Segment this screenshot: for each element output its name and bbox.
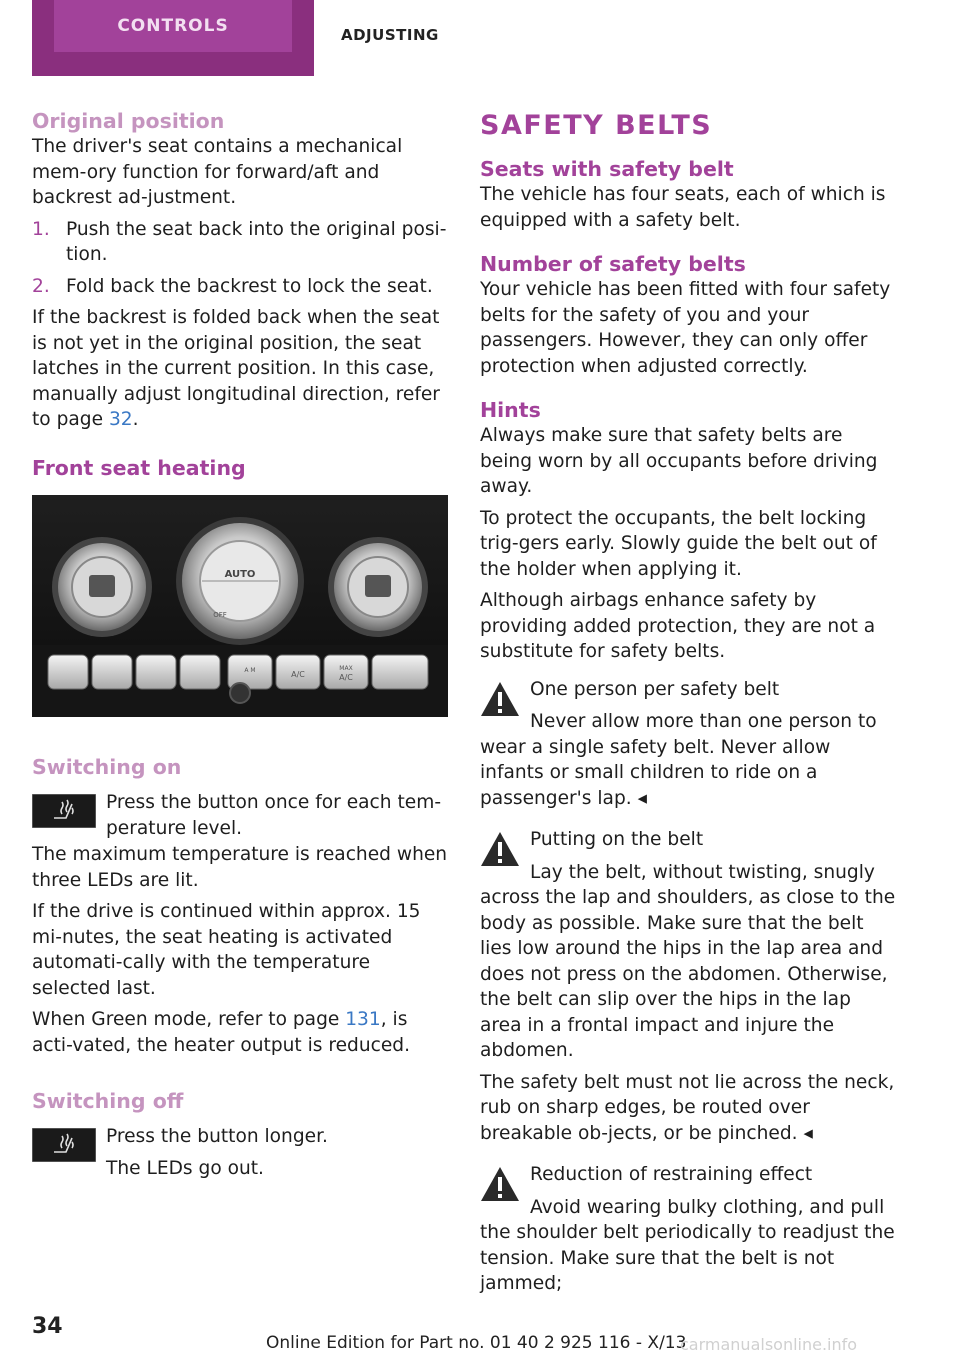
switching-off-instruction: Press the button longer.: [106, 1126, 328, 1147]
switching-on-heading: Switching on: [32, 755, 182, 779]
warning-putting-on: [480, 827, 898, 885]
switching-off-heading: Switching off: [32, 1089, 184, 1113]
warning-triangle-icon: [480, 681, 520, 717]
page-link-32[interactable]: 32: [108, 409, 133, 430]
auto-label: AUTO: [224, 568, 256, 580]
list-item: [32, 274, 450, 300]
safety-belts-title: SAFETY BELTS: [480, 110, 713, 141]
warning-title: One person per safety belt: [530, 678, 780, 700]
seats-text: The vehicle has four seats, each of which is equipped with a safety belt.: [480, 184, 886, 231]
hints-text-3: Although airbags enhance safety by providing added protection, they are not a substitute for safety belts.: [480, 590, 876, 662]
step-text: Fold back the backrest to lock the seat.: [66, 275, 433, 297]
max-ac-label: A/C: [339, 672, 353, 682]
off-label: OFF: [213, 610, 227, 619]
green-mode-text: When Green mode, refer to page 131, is acti‐vated, the heater output is reduced.: [32, 1009, 411, 1056]
warning-lead: Never allow more than one person to: [530, 711, 877, 732]
number-heading: Number of safety belts: [480, 252, 746, 276]
drive-continued-text: If the drive is continued within approx. 15 mi‐nutes, the seat heating is activated automati‐cally with the temperature selected last.: [32, 901, 421, 999]
leds-out-text: The LEDs go out.: [106, 1157, 264, 1179]
original-position-heading: Original position: [32, 109, 225, 133]
backrest-text: If the backrest is folded back when the seat is not yet in the original position, the seat latches in the current position. In this case, manually adjust longitudinal direction, refer to page 32.: [32, 307, 440, 430]
climate-control-photo: [32, 495, 448, 717]
section-tab[interactable]: CONTROLS: [54, 0, 292, 52]
step-number: 2.: [32, 275, 50, 297]
warning-one-person: [480, 677, 898, 735]
warning-lead: Lay the belt, without twisting, snugly: [530, 861, 875, 883]
switching-on-row: [32, 790, 450, 842]
switching-off-row: [32, 1124, 450, 1181]
warning-triangle-icon: [480, 831, 520, 867]
ac-label: A/C: [291, 669, 305, 679]
warning-restraining: [480, 1162, 898, 1220]
seats-heading: Seats with safety belt: [480, 157, 734, 181]
warning-triangle-icon: [480, 1166, 520, 1202]
warning-title: Putting on the belt: [530, 829, 704, 850]
warning-body: the shoulder belt periodically to readjust the tension. Make sure that the belt is not jammed;: [480, 1222, 895, 1294]
original-position-text: The driver's seat contains a mechanical mem‐ory function for forward/aft and backrest ad‐justment.: [32, 136, 403, 208]
step-number: 1.: [32, 218, 50, 240]
seat-heating-button-icon: [32, 1128, 96, 1162]
hints-text-2: To protect the occupants, the belt locking trig‐gers early. Slowly guide the belt out of the holder when applying it.: [480, 507, 877, 580]
right-column: [480, 108, 898, 1303]
page-link-131[interactable]: 131: [345, 1009, 381, 1030]
warning-body: across the lap and shoulders, as close to the body as possible. Make sure that the belt lies low around the hips in the lap area and does not press on the abdomen. Otherwise, the belt can slip over the hips in the lap area in a frontal impact and injure the abdomen.: [480, 887, 896, 1061]
subsection-title: ADJUSTING: [341, 26, 439, 44]
max-temp-text: The maximum temperature is reached when three LEDs are lit.: [32, 844, 448, 891]
switching-on-instruction: Press the button once for each tem‐perature level.: [106, 792, 442, 839]
warning-title: Reduction of restraining effect: [530, 1164, 813, 1185]
max-label: MAX: [339, 664, 353, 672]
list-item: [32, 217, 450, 268]
step-text: Push the seat back into the original posi‐tion.: [66, 218, 447, 265]
page-number: 34: [32, 1314, 63, 1339]
am-label: A M: [244, 666, 256, 674]
watermark: carmanualsonline.info: [680, 1335, 858, 1354]
left-column: [32, 108, 450, 1181]
number-text: Your vehicle has been fitted with four safety belts for the safety of you and your passengers. However, they can only offer protection when adjusted correctly.: [480, 279, 891, 377]
steps-list: [32, 217, 450, 300]
hints-text-1: Always make sure that safety belts are being worn by all occupants before driving away.: [480, 425, 878, 497]
hints-heading: Hints: [480, 398, 541, 422]
warning-lead: Avoid wearing bulky clothing, and pull: [530, 1196, 885, 1218]
warning-body: wear a single safety belt. Never allow infants or small children to ride on a passenger's lap. ◂: [480, 736, 831, 809]
seat-heating-button-icon: [32, 794, 96, 828]
warning-body-2: The safety belt must not lie across the neck, rub on sharp edges, be routed over breakable ob‐jects, or be pinched. ◂: [480, 1071, 895, 1144]
front-seat-heating-heading: Front seat heating: [32, 455, 246, 480]
edition-info: Online Edition for Part no. 01 40 2 925 116 - X/13: [266, 1333, 687, 1353]
